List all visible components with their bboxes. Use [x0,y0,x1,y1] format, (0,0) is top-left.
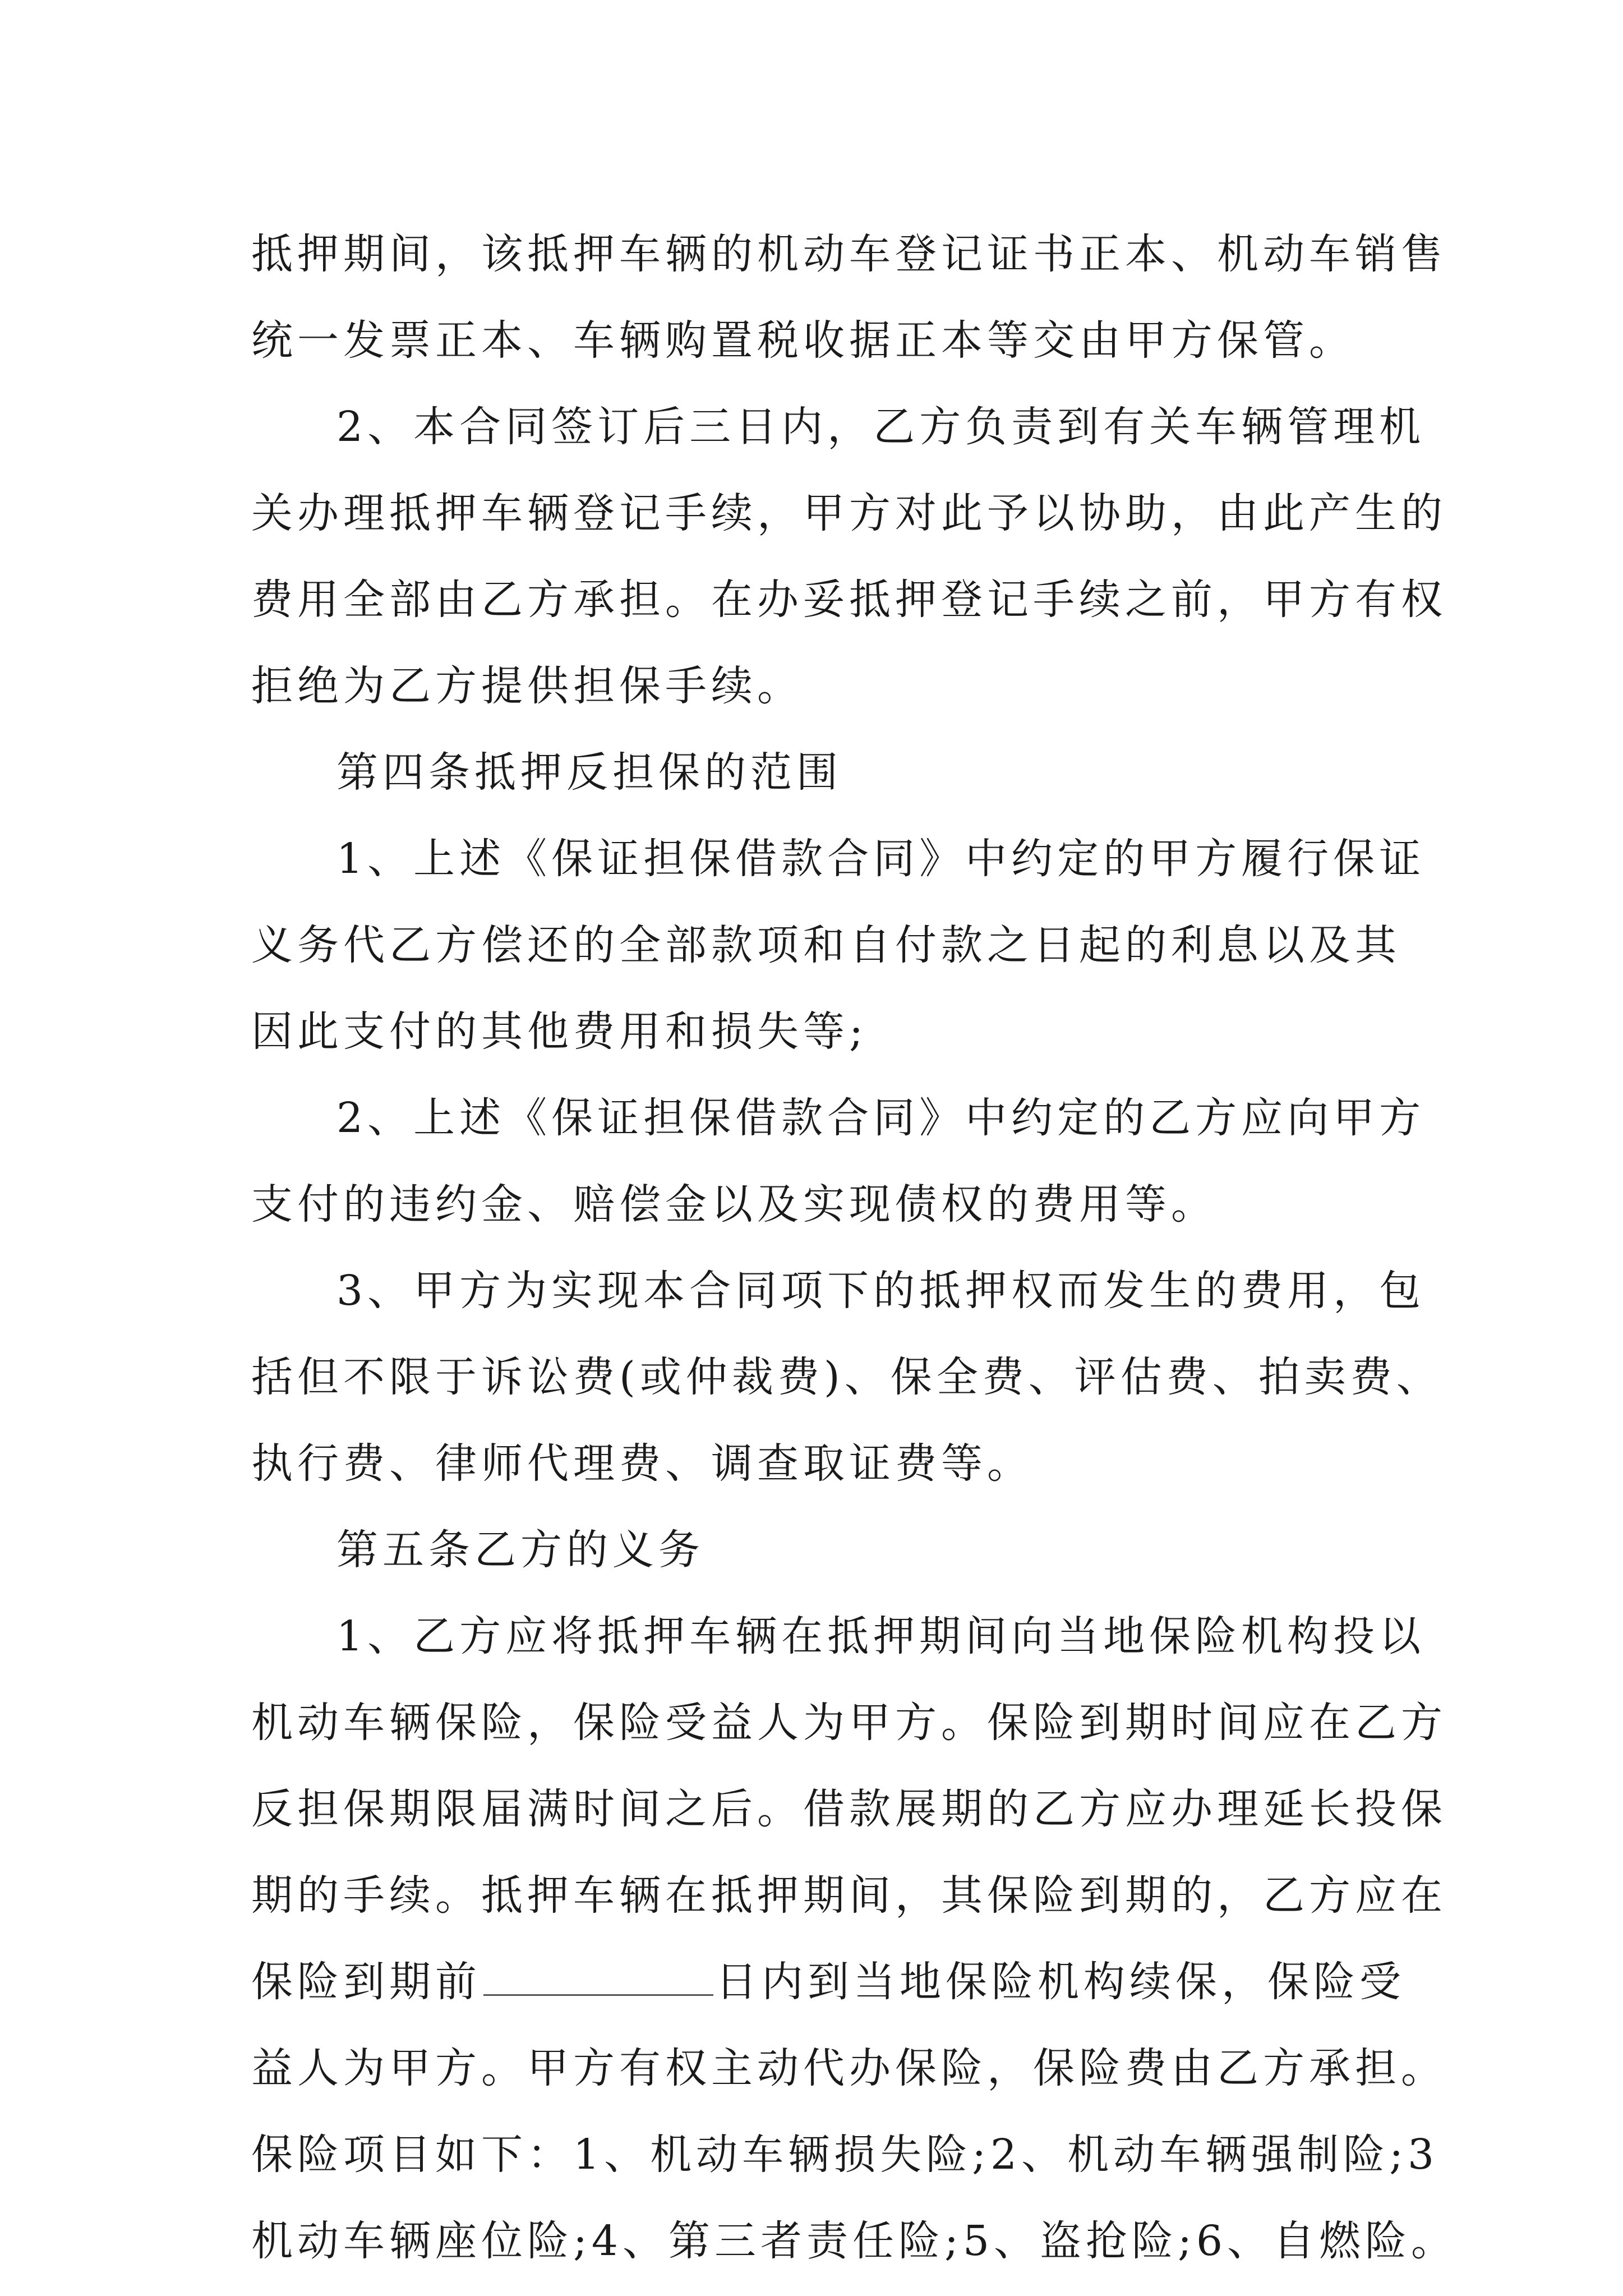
text-line: 关办理抵押车辆登记手续，甲方对此予以协助，由此产生的 [251,489,1447,537]
section-heading: 第五条乙方的义务 [336,1526,704,1574]
text-line: 义务代乙方偿还的全部款项和自付款之日起的利息以及其 [251,921,1401,969]
text-line-with-blank [251,1939,1405,2025]
text-line: 3、甲方为实现本合同项下的抵押权而发生的费用，包 [336,1267,1426,1315]
text-line: 因此支付的其他费用和损失等; [251,1007,868,1056]
text-segment: 保险到期前 [251,1958,481,2006]
text-line: 机动车辆座位险;4、第三者责任险;5、盗抢险;6、自燃险。 [251,2217,1458,2265]
text-line: 支付的违约金、赔偿金以及实现债权的费用等。 [251,1180,1217,1228]
section-heading: 第四条抵押反担保的范围 [336,748,842,797]
text-line: 反担保期限届满时间之后。借款展期的乙方应办理延长投保 [251,1785,1447,1833]
text-line: 抵押期间，该抵押车辆的机动车登记证书正本、机动车销售 [251,230,1447,278]
text-line: 括但不限于诉讼费(或仲裁费)、保全费、评估费、拍卖费、 [251,1353,1442,1401]
text-line: 执行费、律师代理费、调查取证费等。 [251,1439,1033,1488]
fill-in-blank [483,1992,713,1996]
text-line: 1、乙方应将抵押车辆在抵押期间向当地保险机构投以 [336,1612,1426,1660]
text-line: 费用全部由乙方承担。在办妥抵押登记手续之前，甲方有权 [251,576,1447,624]
text-line: 统一发票正本、车辆购置税收据正本等交由甲方保管。 [251,316,1355,365]
text-line: 2、本合同签订后三日内，乙方负责到有关车辆管理机 [336,403,1426,451]
text-line: 益人为甲方。甲方有权主动代办保险，保险费由乙方承担。 [251,2044,1447,2092]
text-line: 拒绝为乙方提供担保手续。 [251,662,803,710]
text-line: 2、上述《保证担保借款合同》中约定的乙方应向甲方 [336,1094,1426,1142]
text-line: 保险项目如下：1、机动车辆损失险;2、机动车辆强制险;3 [251,2131,1439,2179]
text-segment: 日内到当地保险机构续保，保险受 [716,1958,1405,2006]
text-line: 期的手续。抵押车辆在抵押期间，其保险到期的，乙方应在 [251,1871,1447,1920]
text-line: 机动车辆保险，保险受益人为甲方。保险到期时间应在乙方 [251,1699,1447,1747]
text-line: 1、上述《保证担保借款合同》中约定的甲方履行保证 [336,835,1426,883]
document-body [251,211,1458,2284]
